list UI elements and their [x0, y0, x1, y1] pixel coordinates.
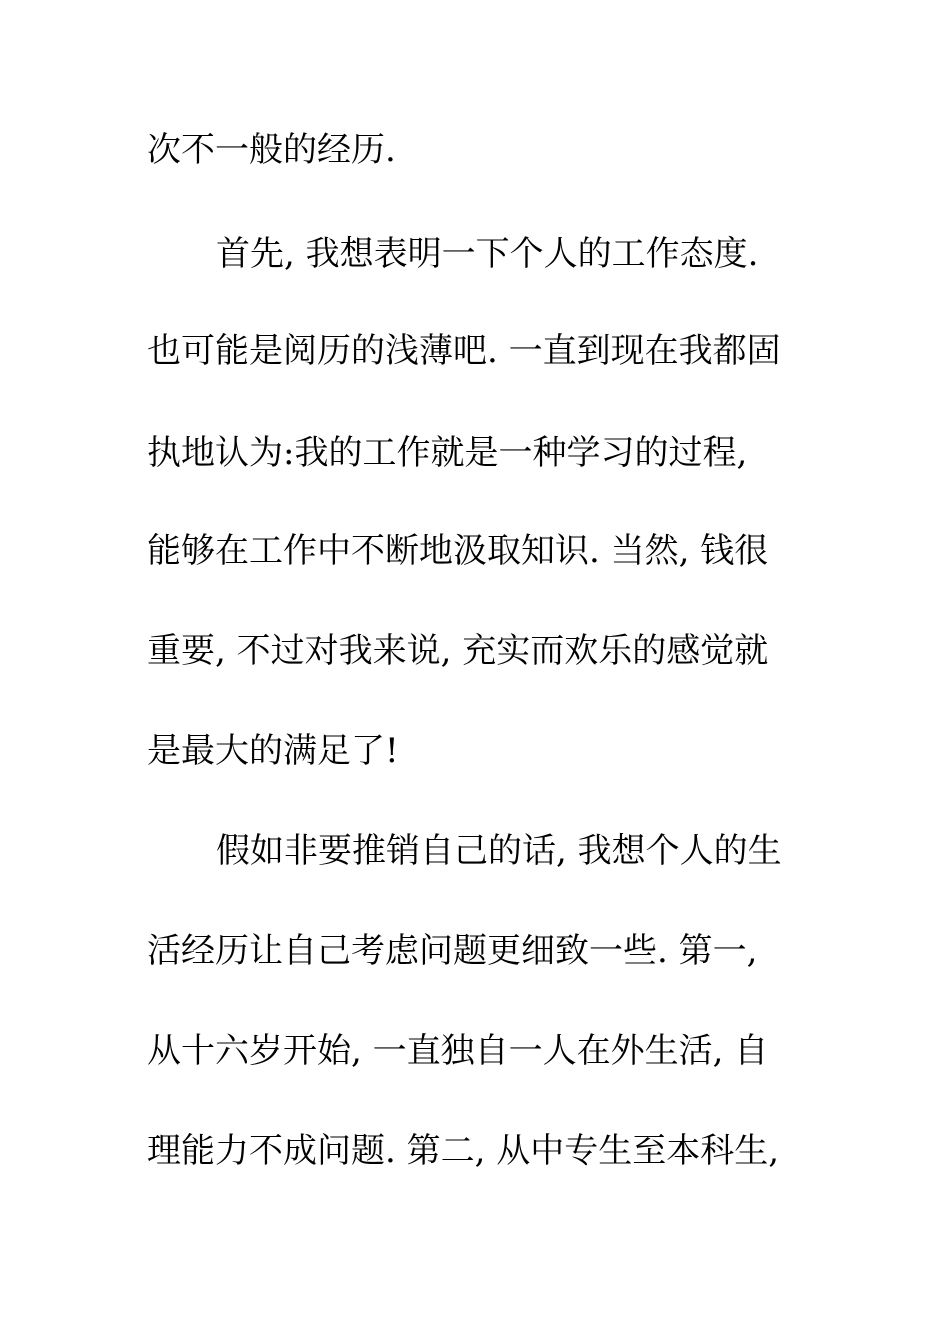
text-line: 活经历让自己考虑问题更细致一些. 第一, — [147, 931, 758, 971]
text-line: 次不一般的经历. — [147, 130, 396, 170]
text-line: 重要, 不过对我来说, 充实而欢乐的感觉就 — [147, 631, 769, 671]
text-line: 理能力不成问题. 第二, 从中专生至本科生, — [147, 1131, 780, 1171]
text-line: 能够在工作中不断地汲取知识. 当然, 钱很 — [147, 531, 769, 571]
text-line: 从十六岁开始, 一直独自一人在外生活, 自 — [147, 1031, 769, 1071]
text-line: 执地认为:我的工作就是一种学习的过程, — [147, 433, 748, 473]
text-line: 是最大的满足了! — [147, 731, 399, 771]
paragraph-start-line: 首先, 我想表明一下个人的工作态度. — [216, 234, 759, 274]
paragraph-start-line: 假如非要推销自己的话, 我想个人的生 — [216, 831, 782, 871]
text-line: 也可能是阅历的浅薄吧. 一直到现在我都固 — [147, 331, 781, 371]
